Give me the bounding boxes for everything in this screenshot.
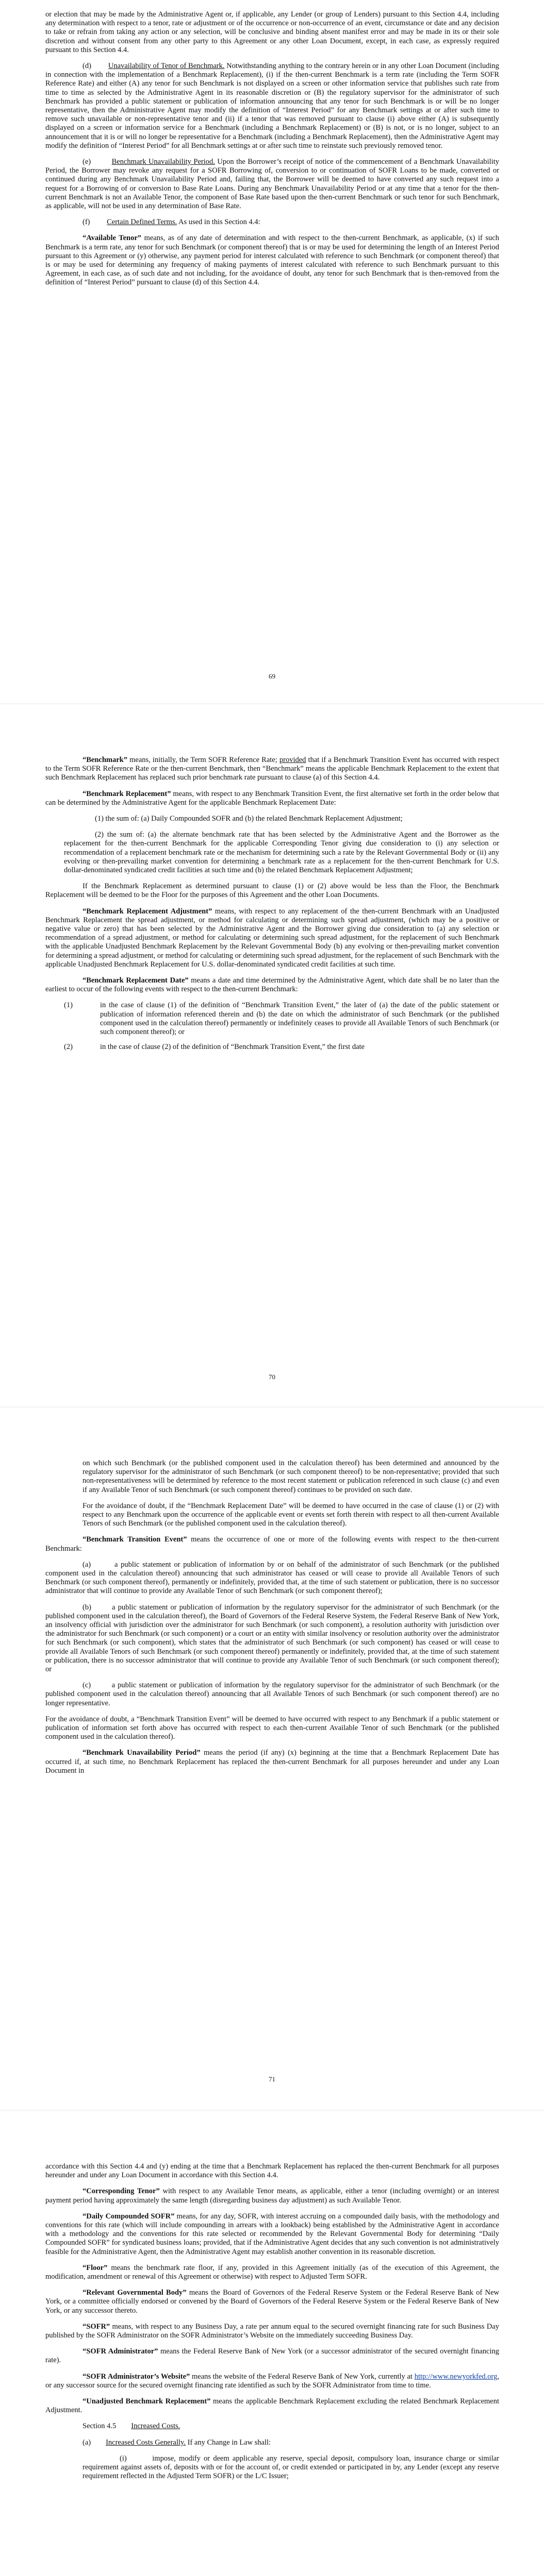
defined-term: “Daily Compounded SOFR” (83, 2212, 175, 2221)
defined-term: “Relevant Governmental Body” (83, 2289, 187, 2297)
defined-term: “SOFR Administrator” (83, 2347, 158, 2356)
paragraph: accordance with this Section 4.4 and (y) ending at the time that a Benchmark Replacement has replaced the then-current Benchmark for all purposes hereunder and under any Loan Document in accordance with this Section 4.4. (45, 2162, 499, 2180)
paragraph: or election that may be made by the Administrative Agent or, if applicable, any Lender (or group of Lenders) pursuant to this Section 4.4, including any determination with respect to a tenor, rate or adjustment or of the occurrence or non-occurrence of an event, circumstance or date and any decision to take or refrain from taking any action or any selection, will be conclusive and binding absent manifest error and may be made in its or their sole discretion and without consent from any other party to this Agreement or any other Loan Document, except, in each case, as expressly required pursuant to this Section 4.4. (45, 10, 499, 54)
definition-sofr-administrator: “SOFR Administrator” means the Federal Reserve Bank of New York (or a successor administrator of the secured overnight financing rate). (45, 2347, 500, 2365)
definition-benchmark-unavailability-period: “Benchmark Unavailability Period” means the period (if any) (x) beginning at the time that a Benchmark Replacement Date has occurred if, at such time, no Benchmark Replacement has replaced the then-current Benchmark for all purposes hereunder and under any Loan Document in (45, 1749, 499, 1775)
clause-title: Certain Defined Terms. (107, 218, 177, 227)
paragraph: For the avoidance of doubt, a “Benchmark Transition Event” will be deemed to have occurred with respect to any Benchmark if a public statement or publication of information set forth above has occurred with respect to each then-current Available Tenor of such Benchmark (or the published component used in the calculation thereof). (45, 1715, 499, 1741)
paragraph: For the avoidance of doubt, if the “Benchmark Replacement Date” will be deemed to have occurred in the case of clause (1) or (2) with respect to any Benchmark upon the occurrence of the applicable event or events set forth therein with respect to all then-current Available Tenors of such Benchmark (or the published component used in the calculation thereof). (83, 1501, 499, 1528)
document-page-69 (0, 0, 544, 703)
definition-benchmark-replacement: “Benchmark Replacement” means, with respect to any Benchmark Transition Event, the first alternative set forth in the order below that can be determined by the Administrative Agent for the applicable Benchmark Replacement Date: (45, 789, 499, 807)
section-e (45, 158, 499, 211)
defined-term: “Available Tenor” (83, 234, 142, 243)
defined-term: “SOFR Administrator’s Website” (83, 2372, 190, 2381)
list-item: (i) impose, modify or deem applicable any reserve, special deposit, compulsory loan, insurance charge or similar requirement against assets of, deposits with or for the account of, or credit extended or participated in by, any Lender (except any reserve requirement reflected in the Adjusted Term SOFR) or the L/C Issuer; (83, 2454, 499, 2481)
defined-term: “Floor” (83, 2263, 108, 2272)
clause-label: (f) (83, 218, 90, 227)
defined-term: “SOFR” (83, 2322, 110, 2331)
section-4-5-heading: Section 4.5 Increased Costs. (83, 2422, 180, 2431)
definition-floor: “Floor” means the benchmark rate floor, if any, provided in this Agreement initially (as of the execution of this Agreement, the modification, amendment or renewal of this Agreement or otherwise) with respect to Adjusted Term SOFR. (45, 2263, 499, 2281)
page-number: 70 (269, 1373, 275, 1381)
list-item: (c) a public statement or publication of information by the regulatory supervisor for the administrator of such Benchmark (or the published component used in the calculation thereof) announcing that all Available Tenors of such Benchmark (or such component thereof) are no longer representative. (45, 1681, 500, 1707)
section-d (45, 62, 499, 150)
section-f (45, 218, 499, 227)
defined-term: “Benchmark Unavailability Period” (83, 1749, 201, 1757)
definition-benchmark: “Benchmark” means, initially, the Term SOFR Reference Rate; provided that if a Benchmark Transition Event has occurred with respect to the Term SOFR Reference Rate or the then-current Benchmark, then “Benchmark” means the applicable Benchmark Replacement to the extent that such Benchmark Replacement has replaced such prior benchmark rate pursuant to clause (a) of this Section 4.4. (45, 756, 499, 782)
definition-benchmark-replacement-date: “Benchmark Replacement Date” means a date and time determined by the Administrative Agent, which date shall be no later than the earliest to occur of the following events with respect to the then-current Benchmark: (45, 976, 500, 994)
paragraph: on which such Benchmark (or the published component used in the calculation thereof) has been determined and announced by the regulatory supervisor for the administrator of such Benchmark (or such component thereof) to be non-representative; provided that such non-representativeness will be determined by reference to the most recent statement or publication referenced in such clause (c) and even if any Available Tenor of such Benchmark (or such component thereof) continues to be provided on such date. (83, 1459, 499, 1494)
clause-text: Upon the Borrower’s receipt of notice of the commencement of a Benchmark Unavailability Period, the Borrower may revoke any request for a SOFR Borrowing of, conversion to or continuation of SOFR Loans to be made, converted or continued during any Benchmark Unavailability Period and, failing that, the Borrower will be deemed to have converted any such request into a request for a Borrowing of or conversion to Base Rate Loans. During any Benchmark Unavailability Period or at any time that a tenor for the then-current Benchmark is not an Available Tenor, the component of Base Rate based upon the then-current Benchmark or such tenor for such Benchmark, as applicable, will not be used in any determination of Base Rate. (45, 158, 499, 211)
defined-term: “Benchmark” (83, 756, 127, 764)
page-number: 71 (269, 2075, 275, 2083)
list-item: (2) in the case of clause (2) of the definition of “Benchmark Transition Event,” the first date (64, 1043, 365, 1052)
defined-term: “Benchmark Transition Event” (83, 1535, 187, 1544)
newyorkfed-link[interactable]: http://www.newyorkfed.org (414, 2372, 498, 2381)
list-item: (1) in the case of clause (1) of the definition of “Benchmark Transition Event,” the later of (a) the date of the public statement or publication of information referenced therein and (b) the date on which the administrator of such Benchmark (or the published component used in the calculation thereof) permanently or indefinitely ceases to provide all Available Tenors of such Benchmark (or such component thereof); or (64, 1001, 499, 1037)
clause-text: As used in this Section 4.4: (177, 218, 260, 227)
list-item: (2) the sum of: (a) the alternate benchmark rate that has been selected by the Administrative Agent and the Borrower as the replacement for the then-current Benchmark for the applicable Corresponding Tenor giving due consideration to (i) any selection or recommendation of a replacement benchmark rate or the mechanism for determining such a rate by the Relevant Governmental Body or (ii) any evolving or then-prevailing market convention for determining a benchmark rate as a replacement for the then-current Benchmark for U.S. dollar-denominated syndicated credit facilities at such time and (b) the related Benchmark Replacement Adjustment; (64, 831, 499, 875)
list-item: (a) a public statement or publication of information by or on behalf of the administrator of such Benchmark (or the published component used in the calculation thereof) announcing that such administrator has ceased or will cease to provide all Available Tenors of such Benchmark (or such component thereof), permanently or indefinitely, provided that, at the time of such statement or publication, there is no successor administrator that will continue to provide any Available Tenor of such Benchmark (or such component thereof); (45, 1560, 500, 1596)
defined-term: “Corresponding Tenor” (83, 2187, 160, 2196)
definition-unadjusted-benchmark-replacement: “Unadjusted Benchmark Replacement” means the applicable Benchmark Replacement excluding the related Benchmark Replacement Adjustment. (45, 2397, 499, 2415)
clause-title: Benchmark Unavailability Period. (111, 158, 215, 166)
definition-available-tenor: “Available Tenor” means, as of any date of determination and with respect to the then-current Benchmark, as applicable, (x) if such Benchmark is a term rate, any tenor for such Benchmark (or component thereof) that is or may be used for determining the length of an Interest Period pursuant to this Agreement or (y) otherwise, any payment period for interest calculated with reference to such Benchmark (or component thereof) that is or may be used for determining any frequency of making payments of interest calculated with reference to such Benchmark pursuant to this Agreement, in each case, as of such date and not including, for the avoidance of doubt, any tenor for such Benchmark that is then-removed from the definition of “Interest Period” pursuant to clause (d) of this Section 4.4. (45, 234, 499, 287)
clause-label: (e) (83, 158, 91, 166)
list-item: (1) the sum of: (a) Daily Compounded SOFR and (b) the related Benchmark Replacement Adjustment; (95, 815, 403, 823)
defined-term: “Unadjusted Benchmark Replacement” (83, 2397, 211, 2406)
clause-text: Notwithstanding anything to the contrary herein or in any other Loan Document (including in connection with the implementation of a Benchmark Replacement), (i) if the then-current Benchmark is a term rate (including the Term SOFR Reference Rate) and either (A) any tenor for such Benchmark is not displayed on a screen or other information service that publishes such rate from time to time as selected by the Administrative Agent in its reasonable discretion or (B) the regulatory supervisor for the administrator of such Benchmark has provided a public statement or publication of information announcing that any tenor for such Benchmark is or will be no longer representative, then the Administrative Agent may modify the definition of “Interest Period” for any Benchmark settings at or after such time to remove such unavailable or non-representative tenor and (ii) if a tenor that was removed pursuant to clause (i) above either (A) is subsequently displayed on a screen or information service for a Benchmark (including a Benchmark Replacement) or (B) is not, or is no longer, subject to an announcement that it is or will no longer be representative for a Benchmark (including a Benchmark Replacement), then the Administrative Agent may modify the definition of “Interest Period” for all Benchmark settings at or after such time to reinstate such previously removed tenor. (45, 62, 499, 150)
definition-benchmark-transition-event: “Benchmark Transition Event” means the occurrence of one or more of the following events with respect to the then-current Benchmark: (45, 1535, 499, 1553)
definition-corresponding-tenor: “Corresponding Tenor” with respect to any Available Tenor means, as applicable, either a tenor (including overnight) or an interest payment period having approximately the same length (disregarding business day adjustment) as such Available Tenor. (45, 2187, 499, 2205)
definition-daily-compounded-sofr: “Daily Compounded SOFR” means, for any day, SOFR, with interest accruing on a compounded daily basis, with the methodology and conventions for this rate (which will include compounding in arrears with a lookback) being established by the Administrative Agent in accordance with a methodology and the conventions for this rate selected or recommended by the Relevant Governmental Body for determining “Daily Compounded SOFR” for syndicated business loans; provided, that if the Administrative Agent decides that any such convention is not administratively feasible for the Administrative Agent, then the Administrative Agent may establish another convention in its reasonable discretion. (45, 2212, 499, 2256)
defined-term: “Benchmark Replacement Adjustment” (83, 907, 212, 916)
definition-sofr-administrators-website: “SOFR Administrator’s Website” means the website of the Federal Reserve Bank of New York, currently at http://www.newyorkfed.org, or any successor source for the secured overnight financing rate identified as such by the SOFR Administrator from time to time. (45, 2372, 499, 2389)
section-4-5-a: (a) Increased Costs Generally. If any Change in Law shall: (83, 2438, 271, 2447)
definition-relevant-governmental-body: “Relevant Governmental Body” means the Board of Governors of the Federal Reserve System or the Federal Reserve Bank of New York, or a committee officially endorsed or convened by the Board of Governors of the Federal Reserve System or the Federal Reserve Bank of New York, or any successor thereto. (45, 2289, 500, 2315)
clause-label: (d) (83, 62, 91, 71)
paragraph: If the Benchmark Replacement as determined pursuant to clause (1) or (2) above would be less than the Floor, the Benchmark Replacement will be deemed to be the Floor for the purposes of this Agreement and the other Loan Documents. (45, 882, 499, 900)
document-page-72 (0, 2111, 544, 2576)
document-page-71 (0, 1408, 544, 2110)
defined-term: “Benchmark Replacement Date” (83, 976, 189, 985)
definition-sofr: “SOFR” means, with respect to any Business Day, a rate per annum equal to the secured overnight financing rate for such Business Day published by the SOFR Administrator on the SOFR Administrator’s Website on the immediately succeeding Business Day. (45, 2322, 499, 2340)
page-number: 69 (269, 672, 275, 680)
document-page-70 (0, 704, 544, 1406)
definition-benchmark-replacement-adjustment: “Benchmark Replacement Adjustment” means, with respect to any replacement of the then-current Benchmark with an Unadjusted Benchmark Replacement the spread adjustment, or method for calculating or determining such spread adjustment, (which may be a positive or negative value or zero) that has been selected by the Administrative Agent and the Borrower giving due consideration to (a) any selection or recommendation of a spread adjustment, or method for calculating or determining such spread adjustment, for the replacement of such Benchmark with the applicable Unadjusted Benchmark Replacement by the Relevant Governmental Body (b) any evolving or then-prevailing market convention for determining a spread adjustment, or method for calculating or determining such spread adjustment, for the replacement of such Benchmark with the applicable Unadjusted Benchmark Replacement for U.S. dollar-denominated syndicated credit facilities at such time. (45, 907, 499, 969)
defined-term: “Benchmark Replacement” (83, 789, 171, 798)
clause-title: Unavailability of Tenor of Benchmark. (108, 62, 225, 71)
list-item: (b) a public statement or publication of information by the regulatory supervisor for the administrator of such Benchmark (or the published component used in the calculation thereof), the Board of Governors of the Federal Reserve System, the Federal Reserve Bank of New York, an insolvency official with jurisdiction over the administrator for such Benchmark (or such component), a resolution authority with jurisdiction over the administrator for such Benchmark (or such component) or a court or an entity with similar insolvency or resolution authority over the administrator for such Benchmark (or such component), which states that the administrator of such Benchmark (or such component) has ceased or will cease to provide all Available Tenors of such Benchmark (or such component thereof) permanently or indefinitely, provided that, at the time of such statement or publication, there is no successor administrator that will continue to provide any Available Tenor of such Benchmark (or such component thereof); or (45, 1603, 500, 1674)
